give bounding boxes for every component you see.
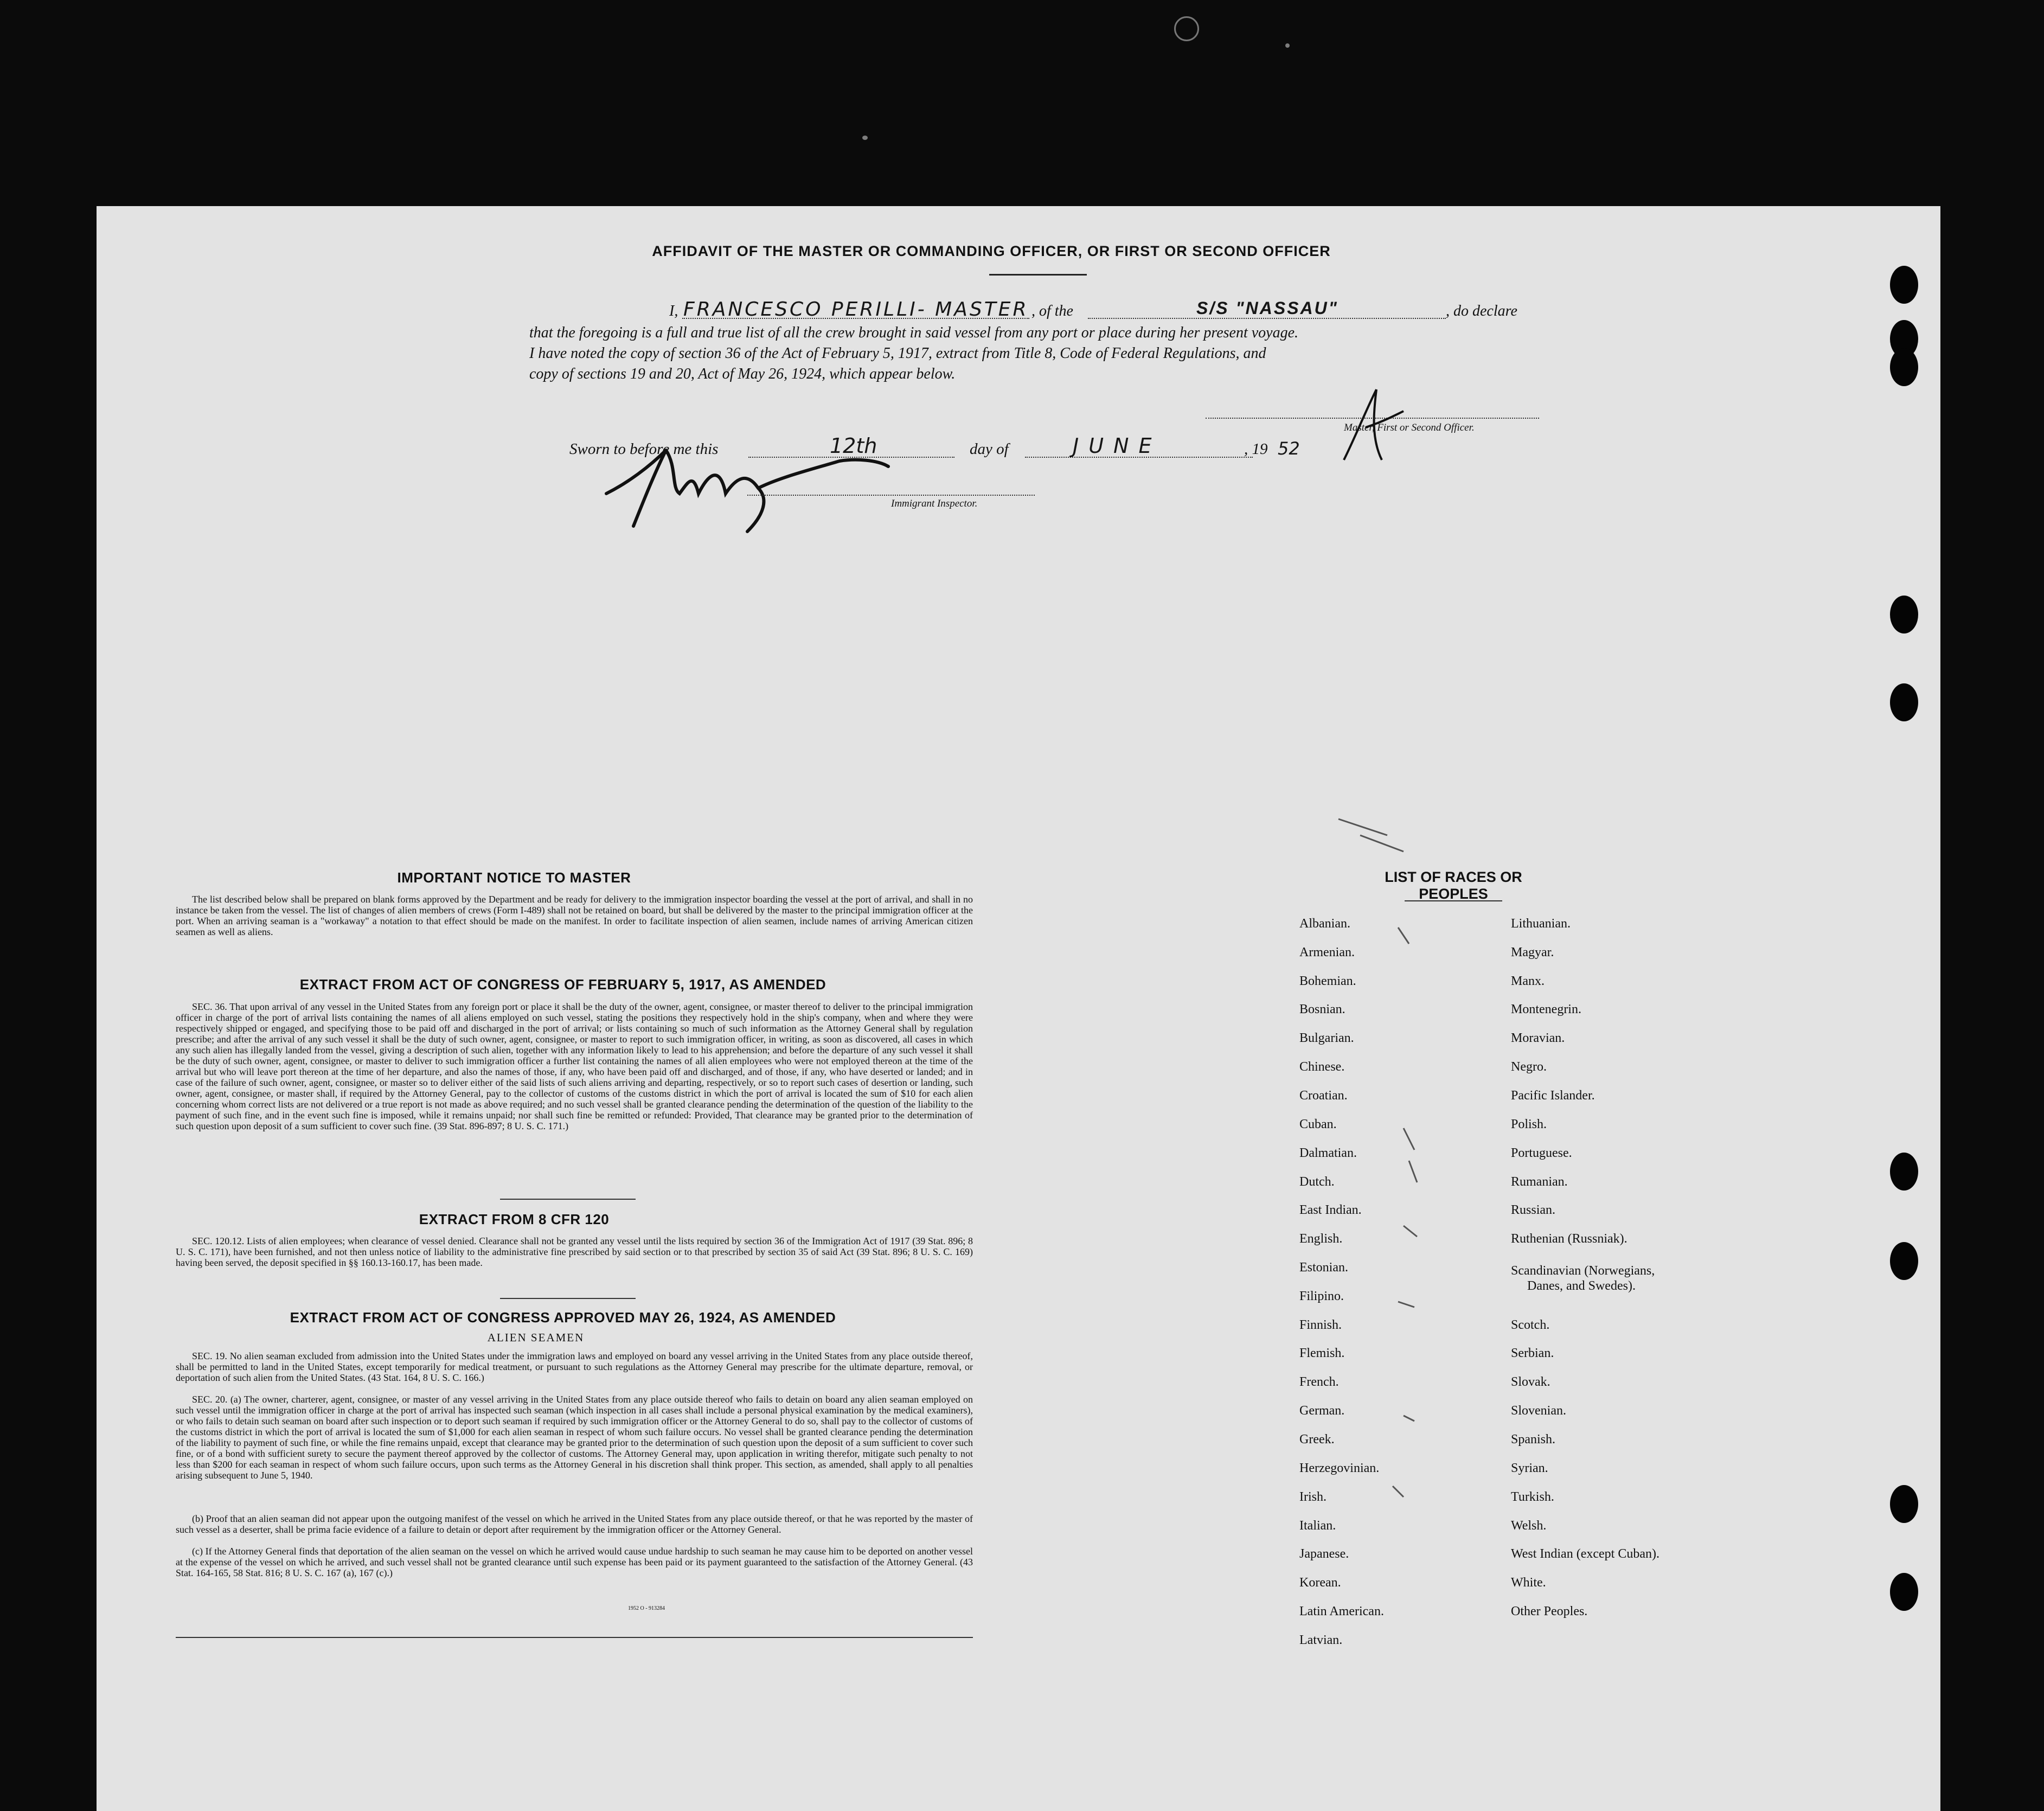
- race-item: Dalmatian.: [1299, 1146, 1357, 1160]
- inspector-label: Immigrant Inspector.: [891, 498, 978, 509]
- month-value: JUNE: [1073, 434, 1162, 458]
- race-item: Turkish.: [1511, 1490, 1554, 1504]
- race-item: Moravian.: [1511, 1031, 1565, 1045]
- divider: [989, 274, 1087, 276]
- extract-1917-body: SEC. 36. That upon arrival of any vessel in the United States from any foreign port or place it shall be the duty of the owner, agent, consignee, or master thereof to deliver to the principal immigration officer in charge of the port of arrival lists containing the names of all aliens employed on such vessel, stating the positions they respectively hold in the ship's company, when and where they were respectively shipped or engaged, and specifying those to be paid off and discharged in the port of arrival; or lists containing so much of such information as the Attorney General shall by regulation prescribe; and after the arrival of any such vessel it shall be the duty of such owner, agent, consignee, or master to report to such immigration officer, in writing, as soon as discovered, all cases in which any such alien has illegally landed from the vessel, giving a description of such alien, together with any information likely to lead to his apprehension; and before the departure of any such vessel it shall be the duty of such owner, agent, consignee, or master to deliver to such immigration officer a further list containing the names of all alien employees who were not employed thereon at the time of the arrival but who will leave port thereon at the time of her departure, and also the names of those, if any, who have been paid off and discharged, and of those, if any, who have deserted or landed; and in case of the failure of such owner, agent, consignee, or master so to deliver either of the said lists of such aliens arriving and departing, respectively, or so to report such cases of desertion or landing, such owner, agent, consignee, or master shall, if required by the Attorney General, pay to the collector of customs of the customs district in which the port of arrival is located the sum of $10 for each alien concerning whom correct lists are not delivered or a true report is not made as above required; and no such vessel shall be granted clearance pending the determination of the question of the liability to the payment of such fine, and in the event such fine is imposed, while it remains unpaid; nor shall such fine be remitted or refunded: Provided, That clearance may be granted prior to the determination of such question upon deposit of a sum sufficient to cover such fine. (39 Stat. 896-897; 8 U. S. C. 171.): [176, 1001, 973, 1131]
- race-item: French.: [1299, 1375, 1339, 1389]
- bottom-rule: [176, 1637, 973, 1638]
- officer-name: FRANCESCO PERILLI- MASTER: [683, 298, 1029, 321]
- race-item: Korean.: [1299, 1576, 1341, 1590]
- inspector-signature-line: [747, 495, 1035, 496]
- punch-hole: [1890, 1153, 1918, 1191]
- race-item: Syrian.: [1511, 1461, 1548, 1475]
- race-item: Chinese.: [1299, 1060, 1345, 1074]
- race-item: Irish.: [1299, 1490, 1327, 1504]
- race-item: West Indian (except Cuban).: [1511, 1547, 1659, 1561]
- race-item: Italian.: [1299, 1519, 1336, 1533]
- inspector-signature: [585, 418, 921, 542]
- sec20a-body: SEC. 20. (a) The owner, charterer, agent, consignee, or master of any vessel arriving in the United States from any place outside thereof who fails to detain on board any alien seaman employed on such vessel until the immigration officer in charge at the port of arrival has inspected such seaman (which inspection in all cases shall include a personal physical examination by the medical examiners), or who fails to detain such seaman on board after such inspection or to deport such seaman if required by such immigration officer or the Attorney General to do so, shall pay to the collector of customs of the customs district in which the port of arrival is located the sum of $1,000 for each alien seaman in respect of whom such failure occurs. No vessel shall be granted clearance pending the determination of the liability to payment of such fine, or while the fine remains unpaid, except that clearance may be granted prior to the determination of such question upon the deposit of a sum sufficient to cover such fine, or of a bond with sufficient surety to secure the payment thereof approved by the collector of customs. The Attorney General may, upon application in writing therefor, mitigate such penalty to not less than $200 for each seaman in respect of whom such failure occurs, upon such terms as the Attorney General in his discretion shall think proper. This section, as amended, shall apply to all penalties arising subsequent to June 5, 1940.: [176, 1394, 973, 1481]
- race-item: Portuguese.: [1511, 1146, 1572, 1160]
- punch-hole: [1890, 266, 1918, 304]
- race-item: East Indian.: [1299, 1203, 1362, 1217]
- race-item: English.: [1299, 1232, 1343, 1246]
- race-item: Slovenian.: [1511, 1404, 1566, 1418]
- race-item: Slovak.: [1511, 1375, 1550, 1389]
- extract-8cfr-body: SEC. 120.12. Lists of alien employees; when clearance of vessel denied. Clearance shall not be granted any vessel until the lists required by section 36 of the Immigration Act of 1917 (39 Stat. 896; 8 U. S. C. 171), have been furnished, and not then unless notice of liability to the administrative fine prescribed by said section or to that prescribed by section 35 of said Act (39 Stat. 896; 8 U. S. C. 169) having been served, the deposit specified in §§ 160.13-160.17, has been made.: [176, 1236, 973, 1268]
- year-prefix: , 19: [1244, 440, 1268, 458]
- pencil-marks: [1322, 814, 1431, 1562]
- alien-seamen-subtitle: ALIEN SEAMEN: [487, 1331, 585, 1344]
- race-item: Other Peoples.: [1511, 1604, 1588, 1618]
- race-item: Serbian.: [1511, 1346, 1554, 1360]
- extract-8cfr-title: EXTRACT FROM 8 CFR 120: [419, 1211, 610, 1227]
- race-item: Welsh.: [1511, 1519, 1547, 1533]
- master-label: Master, First or Second Officer.: [1344, 422, 1475, 433]
- race-item: Bosnian.: [1299, 1002, 1345, 1016]
- race-item: Rumanian.: [1511, 1175, 1568, 1189]
- race-item: Armenian.: [1299, 945, 1355, 959]
- race-item: White.: [1511, 1576, 1546, 1590]
- race-item: Magyar.: [1511, 945, 1554, 959]
- notice-body: The list described below shall be prepared on blank forms approved by the Department and be ready for delivery to the immigration inspector boarding the vessel at the port of arrival, and shall in no instance be taken from the vessel. The list of changes of alien members of crews (Form I-489) shall not be retained on board, but shall be delivered by the master to the principal immigration officer at the port. When an arriving seaman is a "workaway" a notation to that effect should be made on the manifest. In order to facilitate inspection of alien seamen, include names of arriving American citizen seamen as well as aliens.: [176, 894, 973, 937]
- race-item: Estonian.: [1299, 1260, 1348, 1275]
- sec20c-body: (c) If the Attorney General finds that deportation of the alien seaman on the vessel on which he arrived would cause undue hardship to such seaman he may cause him to be deported on another vessel at the expense of the vessel on which he arrived, and such vessel shall not be granted clearance until such expense has been paid or its payment guaranteed to the satisfaction of the Attorney General. (43 Stat. 164-165, 58 Stat. 816; 8 U. S. C. 167 (a), 167 (c).): [176, 1546, 973, 1578]
- race-item: Polish.: [1511, 1117, 1547, 1131]
- extract-1917-title: EXTRACT FROM ACT OF CONGRESS OF FEBRUARY 5, 1917, AS AMENDED: [299, 976, 826, 993]
- of-the-label: , of the: [1031, 303, 1073, 319]
- punch-hole: [1890, 683, 1918, 721]
- sworn-prefix: Sworn to before me this: [569, 440, 719, 458]
- i-prefix: I,: [669, 303, 678, 319]
- race-item: Russian.: [1511, 1203, 1556, 1217]
- race-item: Latvian.: [1299, 1633, 1343, 1647]
- affidavit-title: AFFIDAVIT OF THE MASTER OR COMMANDING OFFICER, OR FIRST OR SECOND OFFICER: [652, 243, 1331, 259]
- punch-hole: [1890, 596, 1918, 633]
- race-item: Finnish.: [1299, 1318, 1342, 1332]
- race-item: Scandinavian (Norwegians,: [1511, 1264, 1655, 1278]
- race-item: Manx.: [1511, 974, 1545, 988]
- print-code: 1952 O - 913284: [628, 1605, 665, 1611]
- punch-hole: [1890, 1573, 1918, 1611]
- race-item: Spanish.: [1511, 1432, 1556, 1447]
- race-item: Croatian.: [1299, 1089, 1348, 1103]
- scan-speck: [862, 136, 868, 140]
- year-value: 52: [1278, 438, 1300, 459]
- race-item: Dutch.: [1299, 1175, 1335, 1189]
- race-item: Pacific Islander.: [1511, 1089, 1595, 1103]
- punch-hole: [1890, 348, 1918, 386]
- affidavit-line-4: copy of sections 19 and 20, Act of May 26, 1924, which appear below.: [529, 366, 956, 382]
- punch-hole: [1890, 1242, 1918, 1280]
- race-item: Latin American.: [1299, 1604, 1384, 1618]
- race-item: Negro.: [1511, 1060, 1547, 1074]
- extract-1924-title: EXTRACT FROM ACT OF CONGRESS APPROVED MAY 26, 1924, AS AMENDED: [290, 1309, 836, 1326]
- divider: [500, 1199, 636, 1200]
- race-item: Bohemian.: [1299, 974, 1356, 988]
- sec19-body: SEC. 19. No alien seaman excluded from admission into the United States under the immigration laws and employed on board any vessel arriving in the United States from any place outside thereof, shall be permitted to land in the United States, except temporarily for medical treatment, or pursuant to such regulations as the Attorney General may prescribe for the ultimate departure, removal, or deportation of such alien from the United States. (43 Stat. 164, 8 U. S. C. 166.): [176, 1351, 973, 1383]
- race-item: Montenegrin.: [1511, 1002, 1581, 1016]
- do-declare-label: , do declare: [1446, 303, 1517, 319]
- race-item: German.: [1299, 1404, 1345, 1418]
- vessel-name: S/S "NASSAU": [1196, 298, 1338, 318]
- affidavit-line-3: I have noted the copy of section 36 of the Act of February 5, 1917, extract from Title 8, Code of Federal Regulations, and: [529, 345, 1266, 362]
- notice-title: IMPORTANT NOTICE TO MASTER: [397, 869, 631, 886]
- scan-speck: [1174, 16, 1199, 41]
- race-item: Greek.: [1299, 1432, 1335, 1447]
- race-item: Danes, and Swedes).: [1527, 1279, 1636, 1293]
- race-item: Cuban.: [1299, 1117, 1337, 1131]
- race-item: Albanian.: [1299, 917, 1350, 931]
- race-item: Lithuanian.: [1511, 917, 1571, 931]
- races-title: LIST OF RACES OR PEOPLES: [1385, 869, 1522, 902]
- day-value: 12th: [830, 434, 877, 458]
- race-item: Scotch.: [1511, 1318, 1550, 1332]
- race-item: Japanese.: [1299, 1547, 1349, 1561]
- sec20b-body: (b) Proof that an alien seaman did not appear upon the outgoing manifest of the vessel on which he arrived in the United States from any place outside thereof, or that he was reported by the master of such vessel as a deserter, shall be prima facie evidence of a failure to detain or deport after requirement by the immigration officer or the Attorney General.: [176, 1513, 973, 1535]
- race-item: Flemish.: [1299, 1346, 1345, 1360]
- race-item: Bulgarian.: [1299, 1031, 1354, 1045]
- day-of-label: day of: [970, 440, 1009, 458]
- divider: [500, 1298, 636, 1299]
- race-item: Herzegovinian.: [1299, 1461, 1380, 1475]
- race-item: Filipino.: [1299, 1289, 1344, 1303]
- affidavit-line-2: that the foregoing is a full and true list of all the crew brought in said vessel from any port or place during her present voyage.: [529, 324, 1299, 341]
- race-item: Ruthenian (Russniak).: [1511, 1232, 1627, 1246]
- scan-speck: [1285, 43, 1290, 48]
- punch-hole: [1890, 1485, 1918, 1523]
- affidavit-page: [97, 206, 1940, 1811]
